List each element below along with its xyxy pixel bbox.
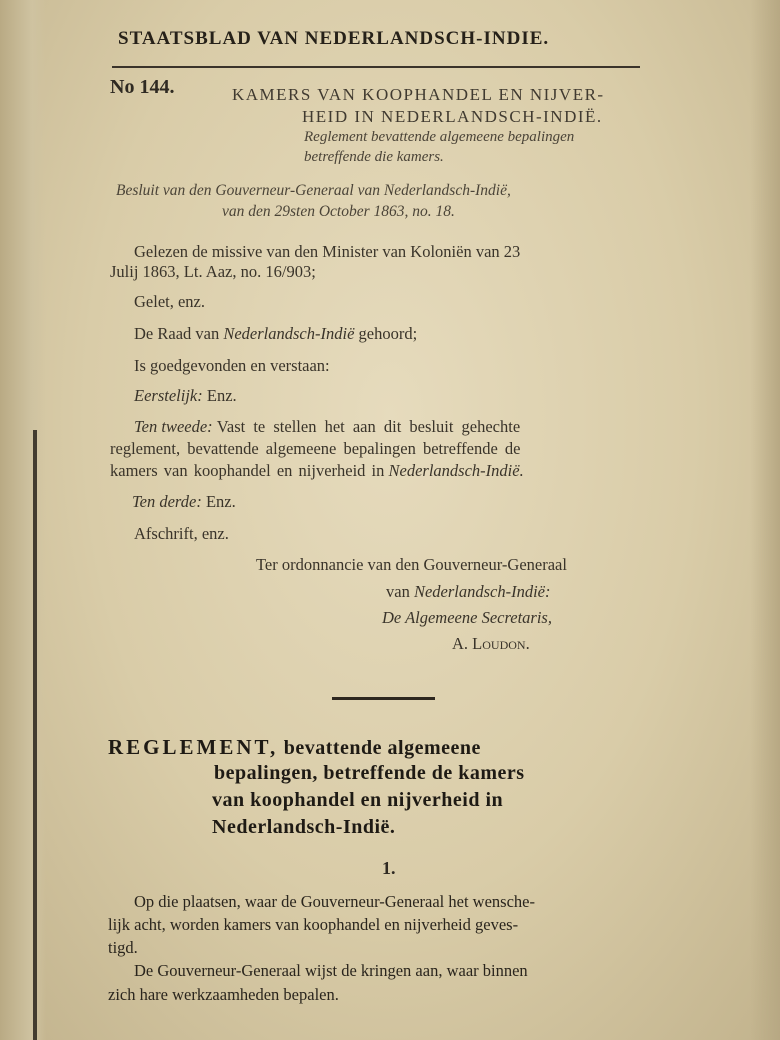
entry-title-line-1: KAMERS VAN KOOPHANDEL EN NIJVER-	[232, 85, 605, 104]
binding-edge-line	[33, 430, 37, 1040]
raad-suffix: gehoord;	[358, 324, 418, 343]
eerstelijk-line	[134, 386, 237, 406]
reglement-heading-line-2: bepalingen, betreffende de kamers	[214, 762, 525, 784]
reglement-word: REGLEMENT,	[108, 735, 279, 759]
article-line-4: De Gouverneur-Generaal wijst de kringen aan, waar binnen	[134, 961, 528, 980]
article-line-2: lijk acht, worden kamers van koophandel en nijverheid geves-	[108, 915, 519, 934]
tweede-line-2: reglement, bevattende algemeene bepalingen betreffende de	[110, 439, 521, 458]
tweede-text-1: Vast te stellen het aan dit besluit gehechte	[216, 417, 521, 436]
derde-text: Enz.	[205, 492, 236, 511]
read-line-2: Julij 1863, Lt. Aaz, no. 16/903;	[110, 262, 316, 281]
reglement-heading-rest: bevattende algemeene	[283, 737, 481, 759]
article-line-5: zich hare werkzaamheden bepalen.	[108, 985, 339, 1004]
article-line-1: Op die plaatsen, waar de Gouverneur-Generaal het wensche-	[134, 892, 535, 911]
section-divider	[332, 697, 435, 700]
raad-line	[134, 324, 417, 344]
read-line-1: Gelezen de missive van den Minister van Koloniën van 23	[134, 242, 521, 261]
article-line-3: tigd.	[108, 938, 138, 957]
tweede-label: Ten tweede:	[134, 417, 213, 436]
raad-prefix: De Raad van	[134, 324, 220, 343]
entry-number: No 144.	[110, 76, 175, 98]
raad-name: Nederlandsch-Indië	[223, 324, 355, 343]
signature-name: A. Loudon.	[452, 634, 530, 653]
signature-line-3: De Algemeene Secretaris,	[382, 608, 552, 627]
reglement-heading-line-1	[108, 735, 481, 760]
signature-indie: Nederlandsch-Indië:	[413, 582, 551, 601]
tweede-line-1	[134, 417, 520, 437]
header-rule	[112, 66, 640, 68]
eerstelijk-label: Eerstelijk:	[134, 386, 203, 405]
decree-line-2: van den 29sten October 1863, no. 18.	[222, 203, 455, 220]
tweede-text-3-name: Nederlandsch-Indië.	[388, 461, 524, 480]
afschrift-line: Afschrift, enz.	[134, 524, 229, 543]
tweede-line-3	[110, 461, 524, 481]
eerstelijk-text: Enz.	[206, 386, 237, 405]
article-number: 1.	[382, 858, 396, 878]
decree-line-1: Besluit van den Gouverneur-Generaal van Nederlandsch-Indië,	[116, 182, 511, 199]
page-right-margin-shadow	[750, 0, 780, 1040]
signature-line-1: Ter ordonnancie van den Gouverneur-Generaal	[256, 555, 567, 574]
signature-van: van	[386, 582, 410, 601]
tweede-text-3: kamers van koophandel en nijverheid in	[110, 461, 385, 480]
derde-line	[132, 492, 236, 512]
goedgevonden-line: Is goedgevonden en verstaan:	[134, 356, 330, 375]
derde-label: Ten derde:	[132, 492, 202, 511]
reglement-heading-line-3: van koophandel en nijverheid in	[212, 789, 504, 811]
entry-subtitle-line-1: Reglement bevattende algemeene bepalingen	[304, 129, 575, 145]
entry-subtitle-line-2: betreffende die kamers.	[304, 149, 444, 165]
gelet-line: Gelet, enz.	[134, 292, 206, 311]
entry-title-line-2: HEID IN NEDERLANDSCH-INDIË.	[302, 107, 603, 126]
reglement-heading-line-4: Nederlandsch-Indië.	[212, 816, 396, 838]
signature-line-2	[386, 582, 551, 602]
running-head: STAATSBLAD VAN NEDERLANDSCH-INDIE.	[118, 28, 550, 49]
page-left-margin-shadow	[0, 0, 46, 1040]
